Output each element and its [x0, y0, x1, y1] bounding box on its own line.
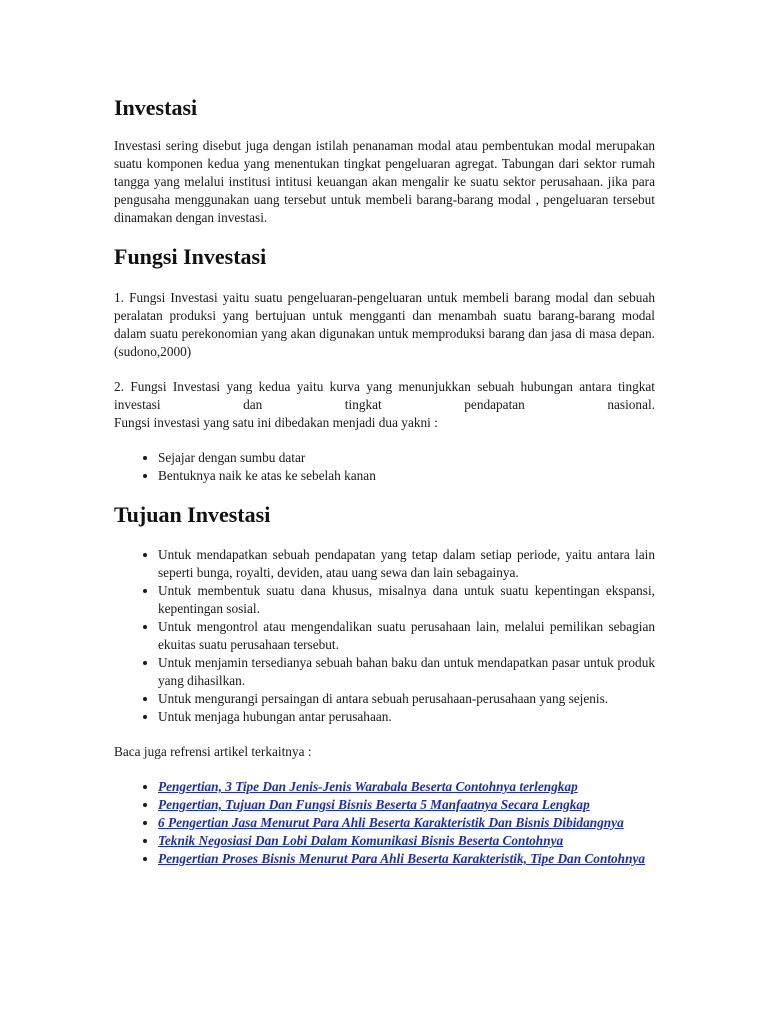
list-item: • Untuk mengurangi persaingan di antara sebuah perusahaan-perusahaan yang sejenis.: [158, 690, 655, 708]
heading-investasi: Investasi: [114, 95, 198, 120]
references-list: [114, 778, 655, 868]
paragraph-fungsi-2-line-2: Fungsi investasi yang satu ini dibedakan menjadi dua yakni :: [114, 415, 438, 430]
list-item: • Sejajar dengan sumbu datar: [158, 449, 655, 467]
references-intro: Baca juga refrensi artikel terkaitnya :: [114, 744, 312, 759]
fungsi-list: [114, 449, 655, 485]
reference-item: [158, 850, 655, 868]
list-item: • Untuk menjamin tersedianya sebuah bahan baku dan untuk mendapatkan pasar untuk produk yang dihasilkan.: [158, 654, 655, 690]
reference-link[interactable]: Pengertian Proses Bisnis Menurut Para Ahli Beserta Karakteristik, Tipe Dan Contohnya: [158, 851, 646, 866]
tujuan-list: [114, 546, 655, 726]
reference-item: [158, 796, 655, 814]
reference-item: [158, 814, 655, 832]
paragraph-fungsi-2: [114, 378, 655, 432]
list-item: • Untuk membentuk suatu dana khusus, misalnya dana untuk suatu kepentingan ekspansi, kepentingan sosial.: [158, 582, 655, 618]
reference-item: [158, 778, 655, 796]
reference-link[interactable]: Pengertian, 3 Tipe Dan Jenis-Jenis Warabala Beserta Contohnya terlengkap: [158, 779, 578, 794]
list-item: • Untuk mengontrol atau mengendalikan suatu perusahaan lain, melalui pemilikan sebagian ekuitas suatu perusahaan tersebut.: [158, 618, 655, 654]
list-item: • Untuk mendapatkan sebuah pendapatan yang tetap dalam setiap periode, yaitu antara lain seperti bunga, royalti, deviden, atau uang sewa dan lain sebagainya.: [158, 546, 655, 582]
heading-tujuan-investasi: Tujuan Investasi: [114, 502, 271, 527]
reference-link[interactable]: 6 Pengertian Jasa Menurut Para Ahli Beserta Karakteristik Dan Bisnis Dibidangnya: [158, 815, 624, 830]
list-item: • Bentuknya naik ke atas ke sebelah kanan: [158, 467, 655, 485]
paragraph-fungsi-1: 1. Fungsi Investasi yaitu suatu pengeluaran-pengeluaran untuk membeli barang modal dan sebuah peralatan produksi yang bertujuan untuk mengganti dan menambah suatu barang-barang modal dalam suatu perekonomian yang akan digunakan untuk memproduksi barang dan jasa di masa depan.(sudono,2000): [114, 290, 655, 359]
paragraph-fungsi-2-line-1: 2. Fungsi Investasi yang kedua yaitu kurva yang menunjukkan sebuah hubungan antara tingkat investasi dan tingkat pendapatan nasional.: [114, 379, 655, 412]
heading-fungsi-investasi: Fungsi Investasi: [114, 244, 267, 269]
reference-link[interactable]: Teknik Negosiasi Dan Lobi Dalam Komunikasi Bisnis Beserta Contohnya: [158, 833, 564, 848]
list-item: • Untuk menjaga hubungan antar perusahaan.: [158, 708, 655, 726]
reference-item: [158, 832, 655, 850]
paragraph-investasi: Investasi sering disebut juga dengan istilah penanaman modal atau pembentukan modal merupakan suatu komponen kedua yang menentukan tingkat pengeluaran agregat. Tabungan dari sektor rumah tangga yang melalui institusi intitusi keuangan akan mengalir ke suatu sektor perusahaan. jika para pengusaha menggunakan uang tersebut untuk membeli barang-barang modal , pengeluaran tersebut dinamakan dengan investasi.: [114, 138, 655, 225]
reference-link[interactable]: Pengertian, Tujuan Dan Fungsi Bisnis Beserta 5 Manfaatnya Secara Lengkap: [158, 797, 590, 812]
